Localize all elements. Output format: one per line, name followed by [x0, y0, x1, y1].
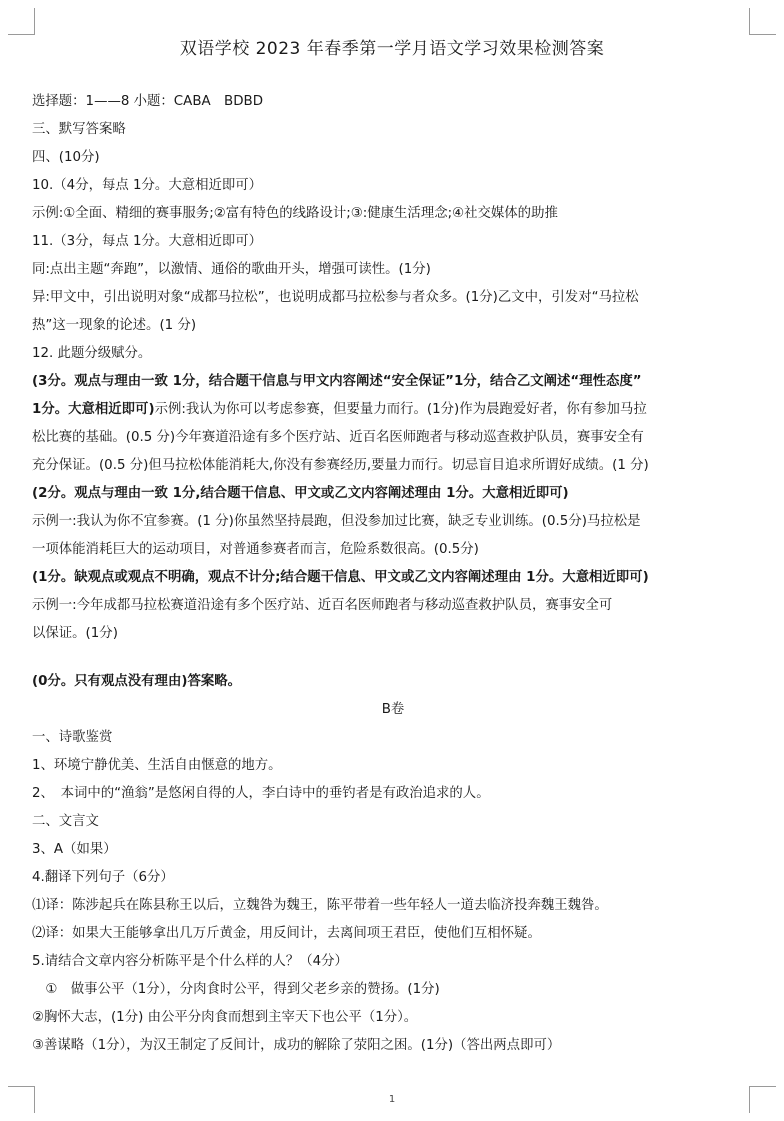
- corner-mark-top-left: [8, 8, 35, 35]
- answer-line: 示例一:今年成都马拉松赛道沿途有多个医疗站、近百名医师跑者与移动巡查救护队员，赛事安全可: [32, 598, 613, 613]
- scoring-rule-0pt: (0分。只有观点没有理由)答案略。: [32, 674, 242, 689]
- answer-line: 四、(10分): [32, 150, 100, 165]
- section-heading-b: B卷: [381, 702, 405, 717]
- answer-line: ⑵译：如果大王能够拿出几万斤黄金，用反间计，去离间项王君臣，使他们互相怀疑。: [32, 926, 541, 941]
- answer-line: 二、文言文: [32, 814, 99, 829]
- scoring-rule-3pt: (3分。观点与理由一致 1分，结合题干信息与甲文内容阐述“安全保证”1分，结合乙文阐述“理性态度”: [32, 374, 642, 389]
- answer-line: 充分保证。(0.5 分)但马拉松体能消耗大,你没有参赛经历,要量力而行。切忌盲目追求所谓好成绩。(1 分): [32, 458, 649, 473]
- answer-line: 示例一:我认为你不宜参赛。(1 分)你虽然坚持晨跑，但没参加过比赛，缺乏专业训练。(0.5分)马拉松是: [32, 514, 641, 529]
- answer-line: ⑴译：陈涉起兵在陈县称王以后，立魏咎为魏王，陈平带着一些年轻人一道去临济投奔魏王魏咎。: [32, 898, 608, 913]
- answer-line: 10.（4分，每点 1分。大意相近即可）: [32, 178, 263, 193]
- scoring-rule-2pt: (2分。观点与理由一致 1分,结合题干信息、甲文或乙文内容阐述理由 1分。大意相近即可): [32, 486, 569, 501]
- answer-line: 一、诗歌鉴赏: [32, 730, 113, 745]
- scoring-rule-3pt-end: 1分。大意相近即可): [32, 402, 155, 417]
- spacer: [32, 648, 754, 668]
- answer-line: 热”这一现象的论述。(1 分): [32, 318, 197, 333]
- page-number: 1: [388, 1094, 396, 1105]
- answer-line: 4.翻译下列句子（6分）: [32, 870, 174, 885]
- scoring-rule-1pt: (1分。缺观点或观点不明确，观点不计分;结合题干信息、甲文或乙文内容阐述理由 1分。大意相近即可): [32, 570, 649, 585]
- answer-line: 3、A（如果）: [32, 842, 117, 857]
- answer-content: [32, 88, 754, 1060]
- answer-line: 一项体能消耗巨大的运动项目，对普通参赛者而言，危险系数很高。(0.5分): [32, 542, 479, 557]
- answer-line: 三、默写答案略: [32, 122, 126, 137]
- answer-line: 选择题：1——8 小题：CABA BDBD: [32, 94, 264, 109]
- answer-line: ②胸怀大志，(1分) 由公平分肉食而想到主宰天下也公平（1分）。: [32, 1010, 418, 1025]
- answer-line: 以保证。(1分): [32, 626, 118, 641]
- answer-line: 1、环境宁静优美、生活自由惬意的地方。: [32, 758, 282, 773]
- answer-line: 同:点出主题“奔跑”，以激情、通俗的歌曲开头，增强可读性。(1分): [32, 262, 431, 277]
- answer-line: 12. 此题分级赋分。: [32, 346, 152, 361]
- answer-line: 2、 本词中的“渔翁”是悠闲自得的人，李白诗中的垂钓者是有政治追求的人。: [32, 786, 490, 801]
- answer-line: 11.（3分，每点 1分。大意相近即可）: [32, 234, 263, 249]
- answer-line: 5.请结合文章内容分析陈平是个什么样的人？（4分）: [32, 954, 348, 969]
- answer-line: ③善谋略（1分），为汉王制定了反间计，成功的解除了荥阳之困。(1分)（答出两点即可）: [32, 1038, 561, 1053]
- example-text: 示例:我认为你可以考虑参赛，但要量力而行。(1分)作为晨跑爱好者，你有参加马拉: [154, 402, 647, 417]
- page-title: 双语学校 2023 年春季第一学月语文学习效果检测答案: [179, 39, 605, 59]
- answer-line: [32, 396, 754, 424]
- answer-line: 松比赛的基础。(0.5 分)今年赛道沿途有多个医疗站、近百名医师跑者与移动巡查救护队员，赛事安全有: [32, 430, 644, 445]
- answer-line: 示例:①全面、精细的赛事服务;②富有特色的线路设计;③:健康生活理念;④社交媒体的助推: [32, 206, 558, 221]
- answer-line: ① 做事公平（1分），分肉食时公平，得到父老乡亲的赞扬。(1分): [32, 982, 440, 997]
- answer-line: 异:甲文中，引出说明对象“成都马拉松”，也说明成都马拉松参与者众多。(1分)乙文中，引发对“马拉松: [32, 290, 639, 305]
- corner-mark-top-right: [749, 8, 776, 35]
